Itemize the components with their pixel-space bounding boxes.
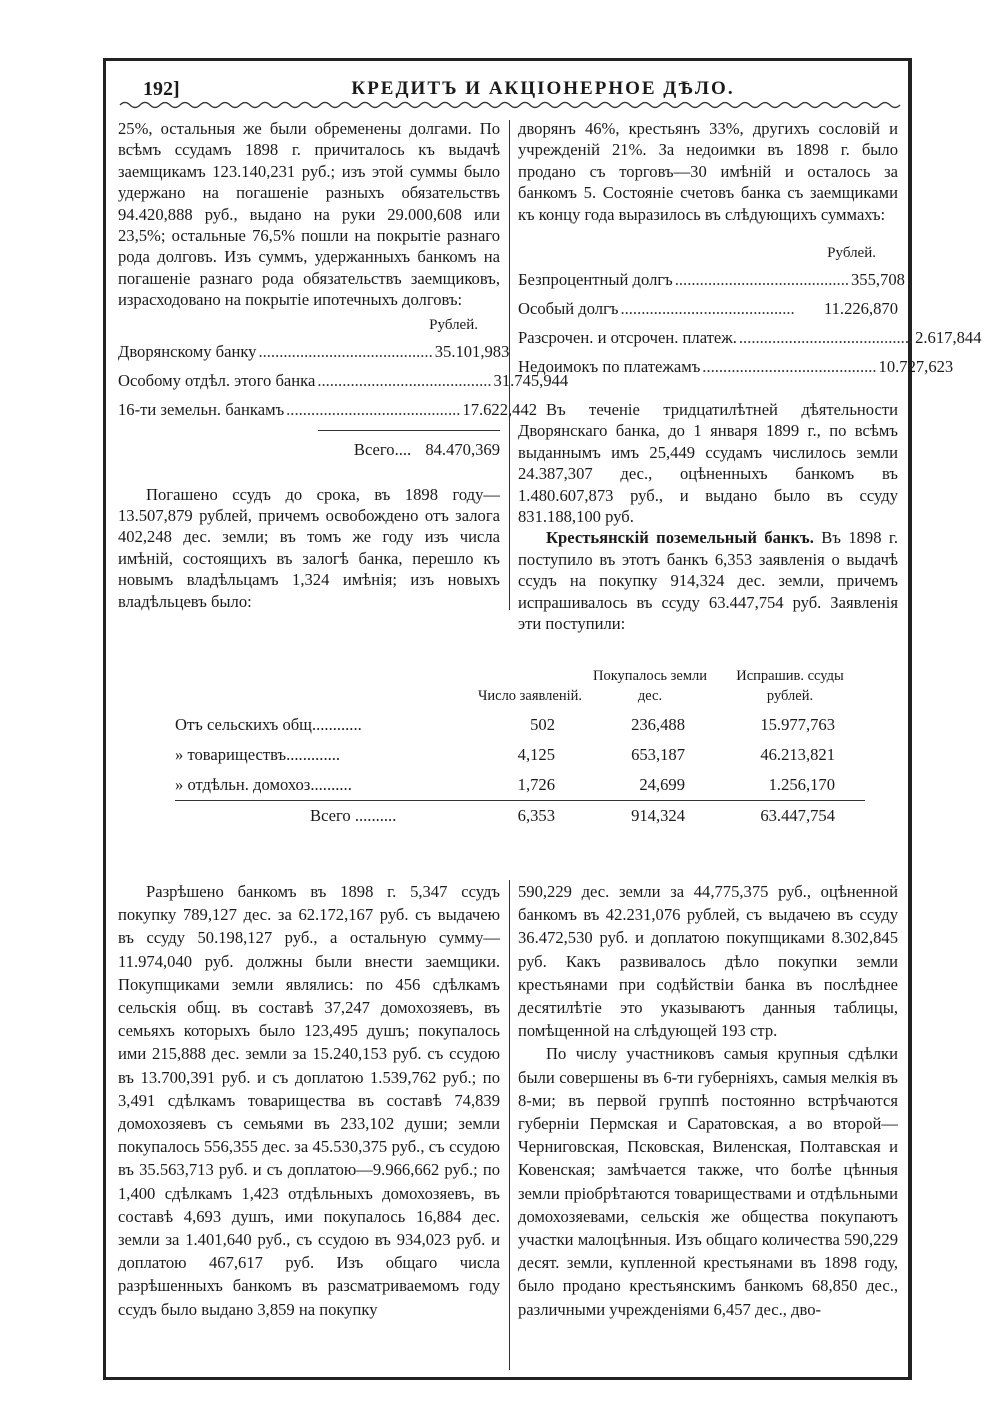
table-header-blank xyxy=(175,665,475,710)
leader-dots: .......................................... xyxy=(258,341,433,361)
row-value: 10.727,623 xyxy=(878,357,954,377)
table-row xyxy=(175,770,865,801)
row-label: Дворянскому банку xyxy=(118,341,257,361)
leader-dots: .......................................... xyxy=(317,370,492,390)
land-cell: 914,324 xyxy=(631,806,685,825)
count-cell: 1,726 xyxy=(517,775,555,794)
column-divider xyxy=(509,120,510,610)
row-label: Особому отдѣл. этого банка xyxy=(118,370,316,390)
list-item xyxy=(118,366,569,395)
count-cell: 4,125 xyxy=(517,745,555,764)
count-cell: 502 xyxy=(530,715,555,734)
loan-cell: 63.447,754 xyxy=(760,806,835,825)
leader-dots: .......................................... xyxy=(286,399,461,419)
row-label: Недоимокъ по платежамъ xyxy=(518,357,701,377)
table-header-row xyxy=(175,665,865,710)
land-cell: 24,699 xyxy=(639,775,685,794)
column-header: Испрашив. ссуды рублей. xyxy=(736,668,844,704)
leader-dots: .......................................... xyxy=(620,299,795,319)
row-value: 31.745,944 xyxy=(493,370,569,390)
count-cell: 6,353 xyxy=(517,806,555,825)
applications-table xyxy=(175,665,865,831)
upper-right-column xyxy=(518,118,982,635)
total-value: 84.470,369 xyxy=(425,439,500,459)
row-label: » отдѣльн. домохоз.......... xyxy=(175,775,352,794)
row-label: Разсрочен. и отсрочен. платеж. xyxy=(518,328,737,348)
land-cell: 236,488 xyxy=(631,715,685,734)
mortgage-debts-list xyxy=(118,337,569,464)
loan-cell: 46.213,821 xyxy=(760,745,835,764)
list-item xyxy=(118,395,538,424)
account-balances-list xyxy=(518,265,982,381)
leader-dots: .......................................... xyxy=(738,328,914,348)
wavy-divider xyxy=(120,100,900,110)
leader-dots: .......................................... xyxy=(674,270,849,290)
list-item xyxy=(118,337,510,366)
upper-left-paragraph-2: Погашено ссудъ до срока, въ 1898 году—13.507,879 рублей, причемъ освобождено отъ залога 402,248 дес. земли; въ томъ же году изъ числа имѣній, состоящихъ въ залогѣ банка, перешло къ новымъ владѣльцамъ 1,324 имѣнія; изъ новыхъ владѣльцевъ было: xyxy=(118,484,500,611)
row-label: Особый долгъ xyxy=(518,299,619,319)
total-row xyxy=(118,435,500,464)
land-cell: 653,187 xyxy=(631,745,685,764)
row-value: 11.226,870 xyxy=(823,299,898,319)
lower-left-column xyxy=(118,880,500,1321)
lower-right-paragraph-1: 590,229 дес. земли за 44,775,375 руб., оцѣненной банкомъ въ 42.231,076 рублей, съ выдачею въ ссуду 36.472,530 руб. и доплатою покупщиками 8.302,845 руб. Какъ развивалось дѣло покупки земли крестьянами при содѣйствіи банка въ послѣднее десятилѣтіе это указываютъ данныя таблицы, помѣщенной на слѣдующей 193 стр. xyxy=(518,882,898,1041)
row-value: 355,708 xyxy=(850,270,905,290)
column-header: Число заявленій. xyxy=(477,688,583,704)
lower-right-paragraph-2: По числу участниковъ самыя крупныя сдѣлки были совершены въ 6-ти губерніяхъ, самыя мелкія въ 8-ми; въ первой группѣ постоянно встрѣчаются губерніи Пермская и Саратовская, а во второй—Черниговская, Псковская, Виленская, Полтавская и Ковенская; замѣчается также, что болѣе цѣнныя земли пріобрѣтаются товариществами и отдѣльными домохозяевами, сельскія же общества покупаютъ участки малоцѣнныя. Изъ общаго количества 590,229 десят. земли, купленной крестьянами въ 1898 году, было продано крестьянскимъ банкомъ 68,850 дес., различными учрежденіями 6,457 дес., дво- xyxy=(518,1044,898,1319)
sum-rule xyxy=(318,430,500,431)
list-item xyxy=(518,265,905,294)
upper-right-paragraph-2: Въ теченіе тридцатилѣтней дѣятельности Дворянскаго банка, до 1 января 1899 г., по всѣмъ выданнымъ имъ 25,449 ссудамъ числилось земли 24.387,307 дес., оцѣненныхъ банкомъ въ 1.480.607,873 руб., и выдано было въ ссуду 831.188,100 руб. xyxy=(518,400,898,527)
row-label: 16-ти земельн. банкамъ xyxy=(118,399,285,419)
upper-left-paragraph-1: 25%, остальныя же были обременены долгами. По всѣмъ ссудамъ 1898 г. причиталось къ выдачѣ заемщикамъ 123.140,231 руб.; изъ этой суммы было удержано на погашеніе разныхъ обязательствъ 94.420,888 руб., выдано на руки 29.000,608 или 23,5%; остальные 76,5% пошли на покрытіе разнаго рода долговъ. Изъ суммъ, удержанныхъ банкомъ на погашеніе разнаго рода обязательствъ заемщиковъ, израсходовано на покрытіе ипотечныхъ долговъ: xyxy=(118,119,500,310)
column-divider xyxy=(509,880,510,1370)
list-item xyxy=(518,323,982,352)
table-total-row xyxy=(175,801,865,832)
row-value: 2.617,844 xyxy=(915,328,982,348)
section-title: Крестьянскій поземельный банкъ. xyxy=(546,528,814,548)
unit-label: Рублей. xyxy=(827,245,876,262)
lower-right-column xyxy=(518,880,898,1321)
upper-right-paragraph-1: дворянъ 46%, крестьянъ 33%, другихъ сословій и учрежденій 21%. За недоимки въ 1898 г. было продано съ торговъ—30 имѣній и осталось за банкомъ 5. Состояніе счетовъ банка съ заемщиками къ концу года выразилось въ слѣдующихъ суммахъ: xyxy=(518,119,898,224)
page-number: 192] xyxy=(143,78,180,100)
column-header: Покупалось земли дес. xyxy=(593,668,707,704)
row-value: 17.622,442 xyxy=(462,399,538,419)
unit-label: Рублей. xyxy=(429,316,478,333)
upper-right-paragraph-3 xyxy=(518,527,898,634)
row-label: Отъ сельскихъ общ............ xyxy=(175,715,362,734)
total-label: Всего.... xyxy=(353,439,412,459)
loan-cell: 15.977,763 xyxy=(760,715,835,734)
table-row xyxy=(175,740,865,770)
row-value: 35.101,983 xyxy=(434,341,510,361)
row-label: Безпроцентный долгъ xyxy=(518,270,673,290)
section-text: Въ 1898 г. поступило въ этотъ банкъ 6,353 заявленія о выдачѣ ссудъ на покупку 914,324 дес. земли, причемъ испрашивалось въ ссуду 63.447,754 руб. Заявленія эти поступили: xyxy=(518,528,899,634)
loan-cell: 1.256,170 xyxy=(768,775,835,794)
leader-dots: .......................................... xyxy=(702,357,877,377)
total-label: Всего .......... xyxy=(310,806,397,825)
table-row xyxy=(175,710,865,740)
running-title: КРЕДИТЪ И АКЦІОНЕРНОЕ ДѢЛО. xyxy=(351,78,735,99)
list-item xyxy=(518,352,954,381)
row-label: » товариществъ............. xyxy=(175,745,341,764)
list-item xyxy=(518,294,898,323)
lower-left-paragraph: Разрѣшено банкомъ въ 1898 г. 5,347 ссудъ покупку 789,127 дес. за 62.172,167 руб. съ выдачею въ ссуду 50.198,127 руб., а остальную сумму—11.974,040 руб. должны были внести заемщики. Покупщиками земли являлись: по 456 сдѣлкамъ сельскія общ. въ составѣ 37,247 домохозяевъ, въ семьяхъ которыхъ было 123,495 душъ; покупалось ими 215,888 дес. земли за 15.240,153 руб. съ ссудою въ 13.700,391 руб. и съ доплатою 1.539,762 руб.; по 3,491 сдѣлкамъ товарищества въ составѣ 74,839 домохозяевъ съ семьями въ 233,102 души; земли покупалось 556,355 дес. за 45.530,375 руб., съ ссудою въ 35.563,713 руб. и съ доплатою—9.966,662 руб.; по 1,400 сдѣлкамъ 1,423 отдѣльныхъ домохозяевъ, въ составѣ 4,693 душъ, ими покупалось 16,884 дес. земли за 1.401,640 руб., съ ссудою въ 934,023 руб. и доплатою 467,617 руб. Изъ общаго числа разрѣшенныхъ банкомъ въ разсматриваемомъ году ссудъ было выдано 3,859 на покупку xyxy=(118,882,500,1319)
